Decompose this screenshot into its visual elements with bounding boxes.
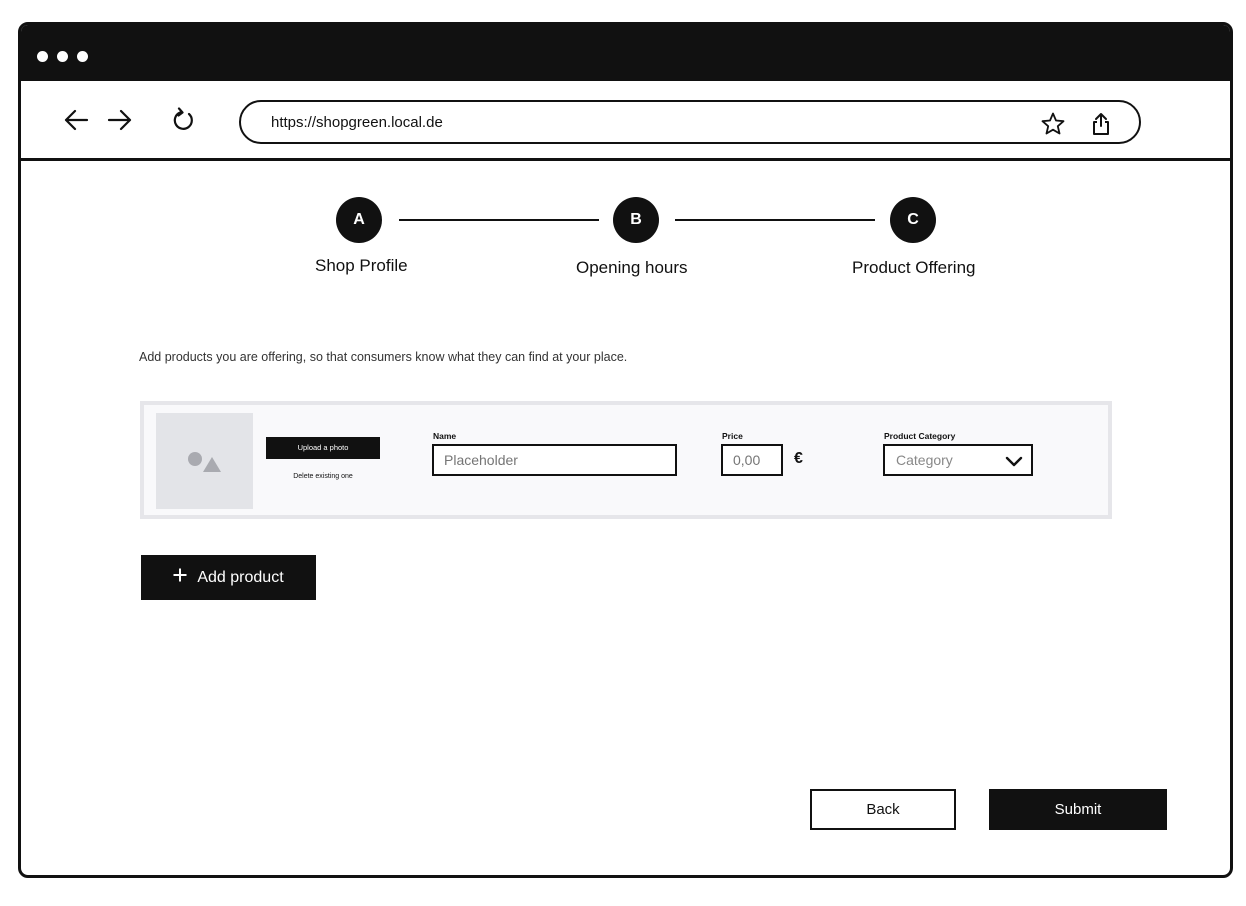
back-arrow-icon[interactable]	[59, 103, 93, 137]
product-card	[140, 401, 1112, 519]
address-bar[interactable]	[239, 100, 1141, 144]
upload-photo-button[interactable]: Upload a photo	[266, 437, 380, 459]
window-maximize-dot[interactable]	[77, 51, 88, 62]
step-c-indicator[interactable]: C	[890, 197, 936, 243]
plus-icon	[173, 568, 187, 587]
title-bar	[21, 25, 1230, 81]
back-button[interactable]: Back	[810, 789, 956, 830]
product-name-input[interactable]	[432, 444, 677, 476]
step-b-label: Opening hours	[576, 258, 688, 277]
url-text[interactable]: https://shopgreen.local.de	[271, 114, 443, 131]
step-a-indicator[interactable]: A	[336, 197, 382, 243]
intro-text: Add products you are offering, so that consumers know what they can find at your place.	[139, 350, 628, 364]
step-c-label: Product Offering	[852, 258, 976, 277]
star-icon[interactable]	[1039, 110, 1067, 138]
product-price-input[interactable]	[721, 444, 783, 476]
add-product-label: Add product	[197, 568, 284, 586]
name-label: Name	[433, 431, 457, 441]
step-b-indicator[interactable]: B	[613, 197, 659, 243]
category-selected-value: Category	[896, 452, 953, 468]
forward-arrow-icon[interactable]	[103, 103, 137, 137]
step-connector	[399, 219, 599, 221]
submit-button[interactable]: Submit	[989, 789, 1167, 830]
window-close-dot[interactable]	[37, 51, 48, 62]
reload-icon[interactable]	[167, 103, 201, 137]
currency-symbol: €	[794, 450, 803, 467]
delete-photo-link[interactable]: Delete existing one	[293, 473, 353, 480]
price-label: Price	[722, 431, 743, 441]
chevron-down-icon	[1005, 452, 1023, 470]
window-minimize-dot[interactable]	[57, 51, 68, 62]
browser-toolbar	[21, 81, 1230, 161]
share-icon[interactable]	[1087, 110, 1115, 138]
image-placeholder-icon	[187, 451, 223, 478]
product-category-select[interactable]	[883, 444, 1033, 476]
category-label: Product Category	[884, 431, 956, 441]
add-product-button[interactable]	[141, 555, 316, 600]
browser-window	[18, 22, 1233, 878]
step-connector	[675, 219, 875, 221]
product-photo-placeholder	[156, 413, 253, 509]
step-a-label: Shop Profile	[315, 256, 408, 275]
